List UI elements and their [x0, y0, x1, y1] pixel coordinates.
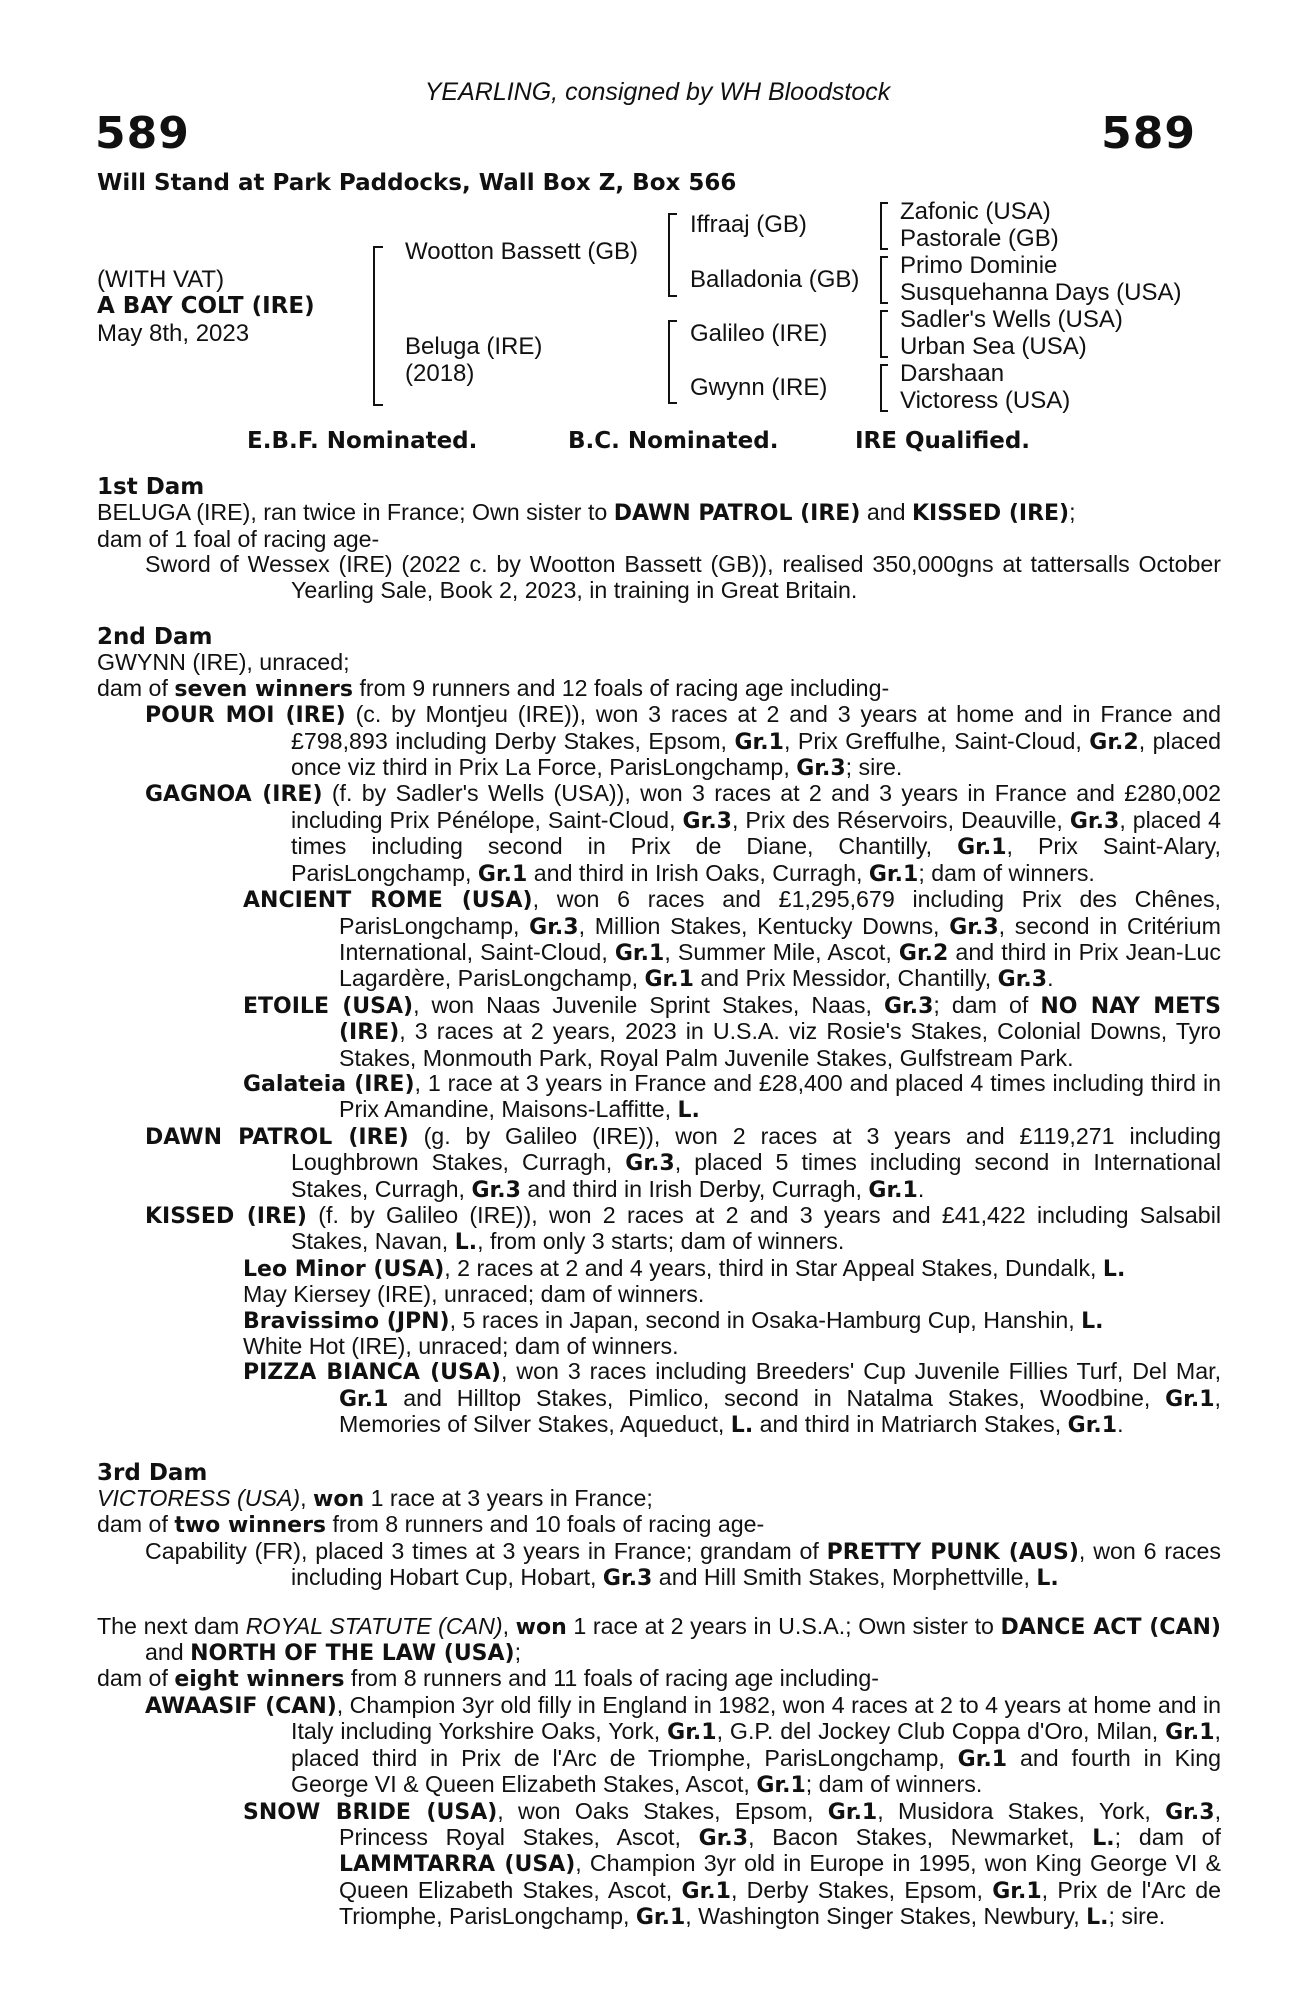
first-dam-line: BELUGA (IRE), ran twice in France; Own sister to DAWN PATROL (IRE) and KISSED (IRE);	[97, 499, 1076, 527]
third-dam-line: VICTORESS (USA), won 1 race at 3 years in France;	[97, 1485, 653, 1513]
sire-sire-sire: Zafonic (USA)	[900, 198, 1051, 225]
horse-dob: May 8th, 2023	[97, 320, 250, 347]
pedigree-brace-ds	[880, 310, 888, 358]
third-dam-summary: dam of two winners from 8 runners and 10 foals of racing age-	[97, 1511, 765, 1539]
lot-number-right: 589	[1101, 108, 1196, 159]
produce-entry: Capability (FR), placed 3 times at 3 years in France; grandam of PRETTY PUNK (AUS), won 6 races including Hobart Cup, Hobart, Gr.3 and Hill Smith Stakes, Morphettville, L.	[145, 1537, 1221, 1592]
catalogue-body	[97, 475, 1221, 1931]
produce-entry: White Hot (IRE), unraced; dam of winners.	[243, 1333, 679, 1359]
produce-entry: Leo Minor (USA), 2 races at 2 and 4 years, third in Star Appeal Stakes, Dundalk, L.	[243, 1254, 1126, 1282]
dam-dam-sire: Darshaan	[900, 360, 1005, 387]
horse-name: A BAY COLT (IRE)	[97, 293, 315, 319]
stand-location: Will Stand at Park Paddocks, Wall Box Z, Box 566	[97, 170, 737, 196]
second-dam-line: GWYNN (IRE), unraced;	[97, 649, 350, 676]
produce-entry: POUR MOI (IRE) (c. by Montjeu (IRE)), won 3 races at 2 and 3 years at home and in France and £798,893 including Derby Stakes, Epsom, Gr.1, Prix Greffulhe, Saint-Cloud, Gr.2, placed once viz third in Prix La Force, ParisLongchamp, Gr.3; sire.	[145, 701, 1221, 782]
produce-entry: Galateia (IRE), 1 race at 3 years in France and £28,400 and placed 4 times including third in Prix Amandine, Maisons-Laffitte, L.	[243, 1069, 1221, 1124]
first-dam-heading: 1st Dam	[97, 474, 205, 500]
dam-name: Beluga (IRE)	[405, 333, 543, 360]
pedigree-brace-ss	[880, 202, 888, 250]
ebf-nomination: E.B.F. Nominated.	[247, 428, 478, 454]
dam-dam-dam: Victoress (USA)	[900, 387, 1071, 414]
sale-header: YEARLING, consigned by WH Bloodstock	[424, 78, 891, 106]
second-dam-summary: dam of seven winners from 9 runners and 12 foals of racing age including-	[97, 674, 890, 702]
lot-number-left: 589	[95, 108, 190, 159]
third-dam-heading: 3rd Dam	[97, 1459, 208, 1486]
dam-sire: Galileo (IRE)	[690, 320, 828, 347]
first-dam-foals: dam of 1 foal of racing age-	[97, 525, 380, 552]
pedigree-brace-sire	[668, 213, 677, 297]
sire-dam: Balladonia (GB)	[690, 266, 860, 293]
dam-dam: Gwynn (IRE)	[690, 374, 828, 401]
pedigree-brace-dam	[668, 320, 677, 404]
pedigree-brace-dd	[880, 364, 888, 412]
next-dam-line: The next dam ROYAL STATUTE (CAN), won 1 race at 2 years in U.S.A.; Own sister to DANCE ACT (CAN) and NORTH OF THE LAW (USA);	[97, 1612, 1221, 1667]
sire-sire: Iffraaj (GB)	[690, 211, 807, 238]
pedigree-brace-sd	[880, 256, 888, 304]
produce-entry: ANCIENT ROME (USA), won 6 races and £1,295,679 including Prix des Chênes, ParisLongchamp, Gr.3, Million Stakes, Kentucky Downs, Gr.3, second in Critérium International, Saint-Cloud, Gr.1, Summer Mile, Ascot, Gr.2 and third in Prix Jean-Luc Lagardère, ParisLongchamp, Gr.1 and Prix Messidor, Chantilly, Gr.3.	[243, 886, 1221, 993]
produce-entry: Bravissimo (JPN), 5 races in Japan, second in Osaka-Hamburg Cup, Hanshin, L.	[243, 1306, 1104, 1334]
bc-nomination: B.C. Nominated.	[568, 428, 779, 454]
dam-year: (2018)	[405, 360, 475, 387]
produce-entry: ETOILE (USA), won Naas Juvenile Sprint Stakes, Naas, Gr.3; dam of NO NAY METS (IRE), 3 races at 2 years, 2023 in U.S.A. viz Rosie's Stakes, Colonial Downs, Tyro Stakes, Monmouth Park, Royal Palm Juvenile Stakes, Gulfstream Park.	[243, 991, 1222, 1071]
next-dam-summary: dam of eight winners from 8 runners and 11 foals of racing age including-	[97, 1665, 879, 1693]
pedigree-brace-main	[373, 246, 383, 406]
vat-label: (WITH VAT)	[97, 266, 225, 293]
produce-entry: SNOW BRIDE (USA), won Oaks Stakes, Epsom, Gr.1, Musidora Stakes, York, Gr.3, Princess Royal Stakes, Ascot, Gr.3, Bacon Stakes, Newmarket, L.; dam of LAMMTARRA (USA), Champion 3yr old in Europe in 1995, won King George VI & Queen Elizabeth Stakes, Ascot, Gr.1, Derby Stakes, Epsom, Gr.1, Prix de l'Arc de Triomphe, ParisLongchamp, Gr.1, Washington Singer Stakes, Newbury, L.; sire.	[243, 1797, 1222, 1931]
sire-sire-dam: Pastorale (GB)	[900, 225, 1059, 252]
second-dam-heading: 2nd Dam	[97, 624, 213, 651]
sire-dam-dam: Susquehanna Days (USA)	[900, 279, 1182, 306]
sire-dam-sire: Primo Dominie	[900, 252, 1058, 279]
produce-entry: GAGNOA (IRE) (f. by Sadler's Wells (USA)), won 3 races at 2 and 3 years in France and £280,002 including Prix Pénélope, Saint-Cloud, Gr.3, Prix des Réservoirs, Deauville, Gr.3, placed 4 times including second in Prix de Diane, Chantilly, Gr.1, Prix Saint-Alary, ParisLongchamp, Gr.1 and third in Irish Oaks, Curragh, Gr.1; dam of winners.	[145, 780, 1221, 887]
first-dam-produce: Sword of Wessex (IRE) (2022 c. by Wootton Bassett (GB)), realised 350,000gns at tattersalls October Yearling Sale, Book 2, 2023, in training in Great Britain.	[145, 551, 1221, 603]
produce-entry: May Kiersey (IRE), unraced; dam of winners.	[243, 1281, 705, 1308]
dam-sire-dam: Urban Sea (USA)	[900, 333, 1087, 360]
dam-sire-sire: Sadler's Wells (USA)	[900, 306, 1123, 333]
sire-name: Wootton Bassett (GB)	[405, 238, 638, 265]
produce-entry: DAWN PATROL (IRE) (g. by Galileo (IRE)), won 2 races at 3 years and £119,271 including Loughbrown Stakes, Curragh, Gr.3, placed 5 times including second in International Stakes, Curragh, Gr.3 and third in Irish Derby, Curragh, Gr.1.	[145, 1122, 1222, 1203]
produce-entry: AWAASIF (CAN), Champion 3yr old filly in England in 1982, won 4 races at 2 to 4 years at home and in Italy including Yorkshire Oaks, York, Gr.1, G.P. del Jockey Club Coppa d'Oro, Milan, Gr.1, placed third in Prix de l'Arc de Triomphe, ParisLongchamp, Gr.1 and fourth in King George VI & Queen Elizabeth Stakes, Ascot, Gr.1; dam of winners.	[145, 1691, 1221, 1799]
produce-entry: KISSED (IRE) (f. by Galileo (IRE)), won 2 races at 2 and 3 years and £41,422 including Salsabil Stakes, Navan, L., from only 3 starts; dam of winners.	[145, 1201, 1221, 1256]
ire-qualified: IRE Qualified.	[855, 428, 1031, 454]
produce-entry: PIZZA BIANCA (USA), won 3 races including Breeders' Cup Juvenile Fillies Turf, Del Mar, Gr.1 and Hilltop Stakes, Pimlico, second in Natalma Stakes, Woodbine, Gr.1, Memories of Silver Stakes, Aqueduct, L. and third in Matriarch Stakes, Gr.1.	[243, 1358, 1222, 1439]
